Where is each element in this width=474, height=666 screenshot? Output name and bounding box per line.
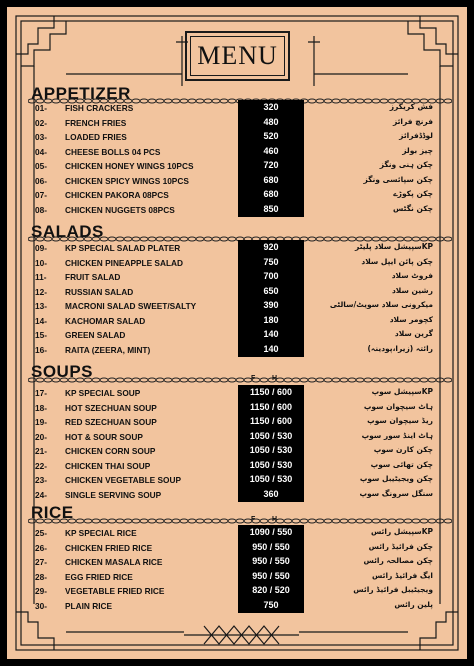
item-number: 08- [35,204,47,215]
item-number: 12- [35,286,47,297]
item-name: PLAIN RICE [65,600,113,611]
item-name-urdu: گرین سلاد [394,329,433,338]
item-number: 02- [35,117,47,128]
item-price: 1090 / 550 [238,525,304,540]
menu-item-row [35,342,445,357]
menu-item-row [35,298,445,313]
item-number: 15- [35,330,47,340]
item-number: 01- [35,103,47,113]
menu-item-row [35,187,445,202]
item-name: CHICKEN MASALA RICE [65,557,163,567]
item-price: 680 [238,187,304,202]
item-price: 700 [238,269,304,284]
item-number: 05- [35,161,47,171]
menu-item-row [35,414,445,429]
section-divider [28,377,452,383]
menu-item-row [35,443,445,458]
item-name: KP SPECIAL SOUP [65,388,141,398]
item-name-urdu: سنگل سرونگ سوپ [359,488,433,498]
menu-item-row [35,327,445,342]
menu-item-row [35,554,445,569]
item-name-urdu: KPسپیشل سوپ [371,387,433,396]
item-name: KACHOMAR SALAD [65,315,146,326]
item-number: 29- [35,586,47,596]
item-name-urdu: چکن پکوڑے [393,189,433,198]
item-name: CHICKEN PAKORA 08PCS [65,190,169,200]
item-price: 390 [238,298,304,313]
item-name: FISH CRACKERS [65,103,134,113]
menu-item-row [35,385,445,400]
item-name: FRUIT SALAD [65,272,121,282]
item-name-urdu: چکن مصالحہ رائس [363,556,433,565]
menu-item-row [35,525,445,540]
item-price: 180 [238,313,304,328]
item-number: 13- [35,301,47,311]
item-price: 1050 / 530 [238,443,304,458]
item-name-urdu: ہاٹ سیچوان سوپ [363,401,433,411]
item-name: CHICKEN CORN SOUP [65,446,156,456]
menu-item-row [35,129,445,144]
item-name: CHICKEN FRIED RICE [65,542,153,553]
menu-item-row [35,569,445,584]
item-name-urdu: ہاٹ اینڈ سور سوپ [361,430,433,440]
item-name-urdu: ایگ فرائیڈ رائس [372,570,433,580]
item-name-urdu: میکرونی سلاد سویٹ/سالٹی [329,300,433,309]
item-name-urdu: چکن ویجیٹیبل سوپ [359,474,433,483]
item-name: KP SPECIAL RICE [65,528,137,538]
item-price: 1150 / 600 [238,400,304,415]
item-name: HOT & SOUR SOUP [65,431,143,442]
menu-item-row [35,284,445,299]
menu-item-row [35,255,445,270]
section-heading-rice: RICE [31,503,74,522]
item-name: CHICKEN HONEY WINGS 10PCS [65,161,194,171]
item-name: GREEN SALAD [65,330,126,340]
item-name: CHICKEN NUGGETS 08PCS [65,204,175,215]
item-name-urdu: چکن پائن ایپل سلاد [361,256,433,266]
item-price: 460 [238,144,304,159]
menu-item-row [35,144,445,159]
item-number: 16- [35,344,47,355]
item-price: 750 [238,598,304,613]
menu-item-row [35,313,445,328]
item-price: 1150 / 600 [238,414,304,429]
column-label-full: F [251,516,256,523]
menu-item-row [35,583,445,598]
item-price: 1050 / 530 [238,429,304,444]
item-name-urdu: رشین سلاد [391,285,433,295]
item-price: 360 [238,487,304,502]
item-name: FRENCH FRIES [65,117,127,128]
section-heading-salads: SALADS [31,222,104,241]
menu-item-row [35,472,445,487]
item-number: 19- [35,417,47,427]
item-name-urdu: چیز بولز [402,145,433,155]
section-heading-soups: SOUPS [31,362,94,381]
item-name: HOT SZECHUAN SOUP [65,402,157,413]
item-price: 140 [238,327,304,342]
item-name-urdu: چکن کارن سوپ [373,445,433,454]
item-name-urdu: پلین رائس [394,599,433,609]
menu-title-box [185,31,290,81]
item-number: 26- [35,542,47,553]
menu-item-row [35,202,445,217]
menu-item-row [35,115,445,130]
item-price: 320 [238,100,304,115]
menu-title: MENU [197,41,278,70]
item-price: 650 [238,284,304,299]
item-name: RAITA (ZEERA, MINT) [65,344,151,355]
item-name-urdu: رائتہ (زیرا،پودینہ) [367,343,433,353]
item-name-urdu: چکن فرائیڈ رائس [368,541,433,551]
item-number: 07- [35,190,47,200]
item-number: 10- [35,257,47,268]
item-name: EGG FRIED RICE [65,571,133,582]
item-name-urdu: چکن ہنی ونگز [379,160,433,169]
menu-item-row [35,158,445,173]
menu-item-row [35,100,445,115]
item-price: 720 [238,158,304,173]
item-name: CHICKEN VEGETABLE SOUP [65,475,182,485]
item-number: 11- [35,272,47,282]
item-number: 17- [35,388,47,398]
item-number: 24- [35,489,47,500]
item-price: 1050 / 530 [238,458,304,473]
item-name-urdu: چکن سپائسی ونگز [363,174,433,184]
item-name-urdu: فش کریکرز [389,102,433,111]
item-number: 22- [35,460,47,471]
item-number: 03- [35,132,47,142]
item-number: 21- [35,446,47,456]
item-name: RUSSIAN SALAD [65,286,134,297]
item-number: 27- [35,557,47,567]
item-name: SINGLE SERVING SOUP [65,489,162,500]
item-price: 480 [238,115,304,130]
item-price: 1150 / 600 [238,385,304,400]
column-label-half: H [272,375,278,382]
item-name: KP SPECIAL SALAD PLATER [65,243,181,253]
item-name: CHICKEN PINEAPPLE SALAD [65,257,184,268]
item-name: CHEESE BOLLS 04 PCS [65,146,161,157]
item-number: 09- [35,243,47,253]
item-price: 140 [238,342,304,357]
column-label-half: H [272,516,278,523]
item-name: LOADED FRIES [65,132,127,142]
item-name-urdu: ویجیٹیبل فرائیڈ رائس [353,585,433,594]
menu-item-row [35,240,445,255]
item-number: 30- [35,600,47,611]
menu-item-row [35,173,445,188]
item-name-urdu: فرنچ فرائز [392,116,433,126]
item-number: 23- [35,475,47,485]
menu-item-row [35,429,445,444]
item-number: 25- [35,528,47,538]
section-heading-appetizer: APPETIZER [31,84,131,103]
section-divider [28,518,452,524]
item-name: CHICKEN SPICY WINGS 10PCS [65,175,189,186]
item-name-urdu: لوڈڈفرائز [399,131,433,140]
column-label-full: F [251,375,256,382]
menu-item-row [35,400,445,415]
item-number: 06- [35,175,47,186]
item-price: 950 / 550 [238,554,304,569]
item-name-urdu: فروٹ سلاد [391,271,433,280]
item-price: 520 [238,129,304,144]
item-price: 920 [238,240,304,255]
item-price: 1050 / 530 [238,472,304,487]
item-number: 18- [35,402,47,413]
item-price: 950 / 550 [238,569,304,584]
menu-item-row [35,540,445,555]
item-price: 850 [238,202,304,217]
item-name: MACRONI SALAD SWEET/SALTY [65,301,197,311]
item-name-urdu: چکن نگٹس [393,203,433,213]
item-price: 950 / 550 [238,540,304,555]
item-name: VEGETABLE FRIED RICE [65,586,165,596]
item-name: RED SZECHUAN SOUP [65,417,157,427]
item-number: 14- [35,315,47,326]
item-number: 28- [35,571,47,582]
item-name-urdu: چکن تھائی سوپ [370,459,433,469]
item-number: 04- [35,146,47,157]
menu-item-row [35,269,445,284]
item-price: 820 / 520 [238,583,304,598]
menu-item-row [35,458,445,473]
item-name-urdu: KPسپیشل رائس [370,527,433,536]
menu-item-row [35,598,445,613]
item-price: 680 [238,173,304,188]
menu-item-row [35,487,445,502]
item-name-urdu: کچومر سلاد [389,314,433,324]
item-number: 20- [35,431,47,442]
item-name: CHICKEN THAI SOUP [65,460,151,471]
item-name-urdu: KPسپیشل سلاد پلیٹر [355,242,433,251]
item-price: 750 [238,255,304,270]
item-name-urdu: ریڈ سیچوان سوپ [367,416,433,425]
